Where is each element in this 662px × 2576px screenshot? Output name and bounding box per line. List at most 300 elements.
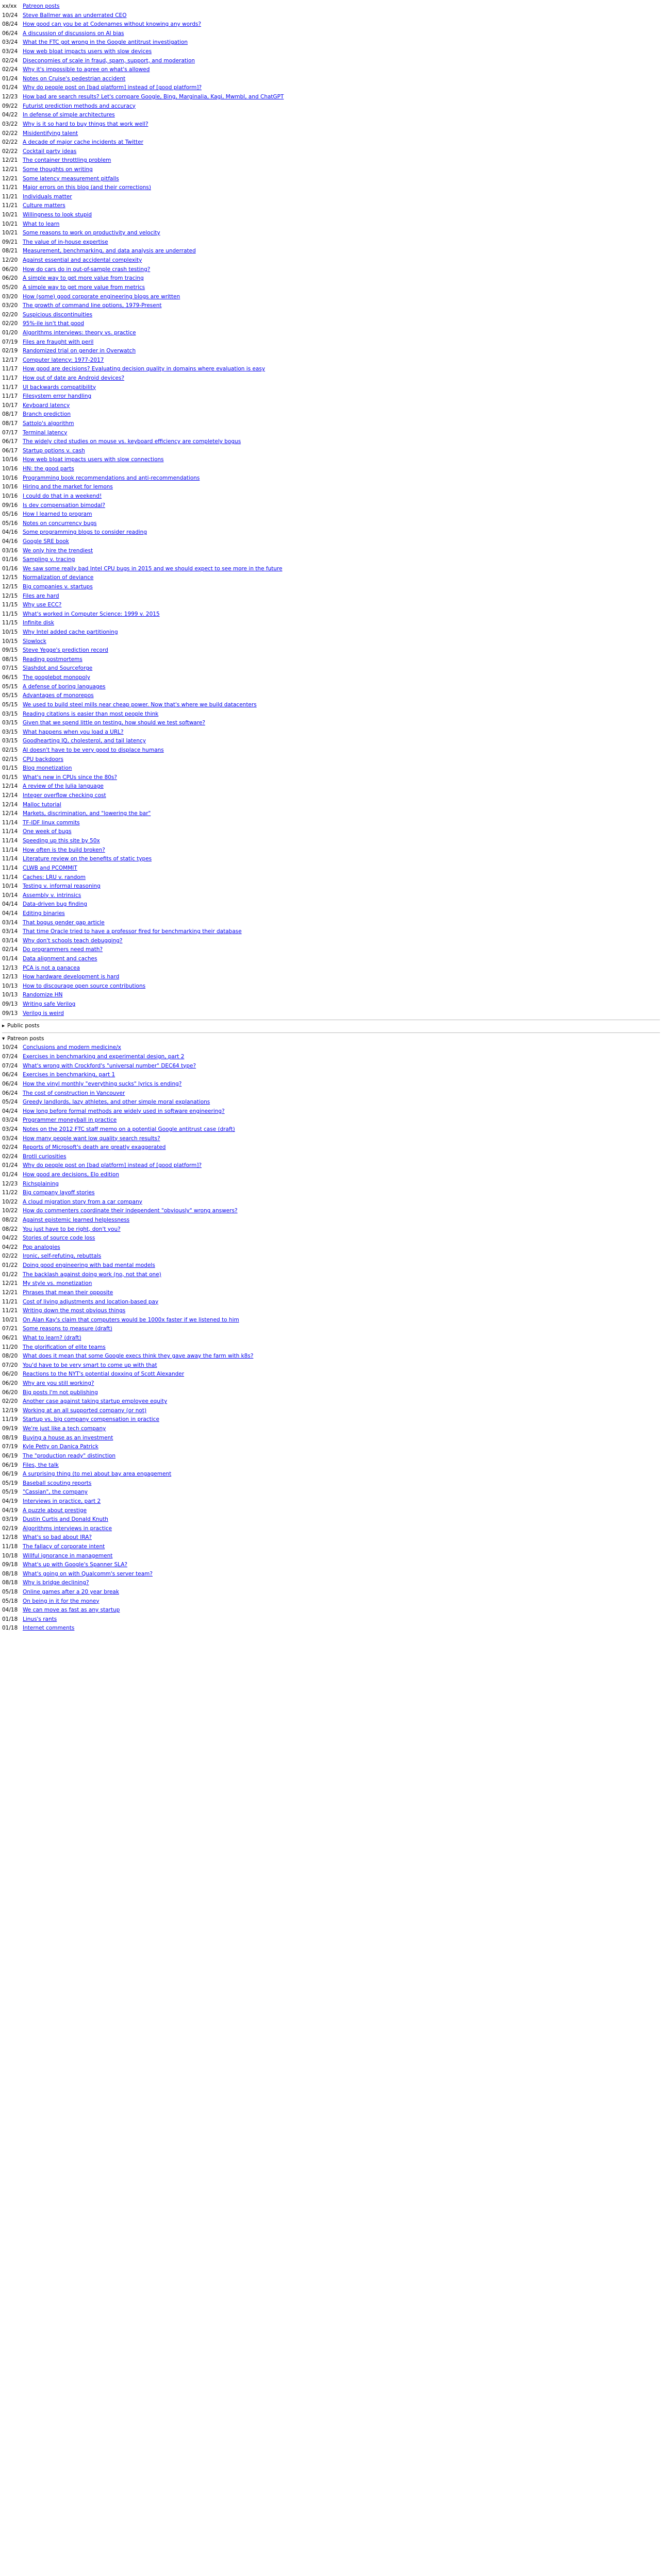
post-link[interactable]: Culture matters [23, 202, 65, 209]
post-link[interactable]: Reports of Microsoft's death are greatly exaggerated [23, 1144, 166, 1151]
post-link[interactable]: The growth of command line options, 1979-Present [23, 302, 162, 309]
post-date: 07/19 [2, 338, 18, 345]
post-link[interactable]: Sattolo's algorithm [23, 420, 74, 427]
list-item [2, 801, 660, 810]
post-link[interactable]: Algorithms interviews in practice [23, 1525, 112, 1532]
post-link[interactable]: I could do that in a weekend! [23, 493, 102, 499]
list-item [2, 1397, 660, 1406]
post-link[interactable]: Do programmers need math? [23, 946, 103, 953]
post-link[interactable]: On being in it for the money [23, 1598, 100, 1604]
list-item [2, 573, 660, 583]
post-date: 07/15 [2, 665, 18, 672]
post-link[interactable]: That bogus gender gap article [23, 919, 105, 926]
post-link[interactable]: How good are decisions, Elo edition [23, 1172, 119, 1178]
post-link[interactable]: Exercises in benchmarking, part 1 [23, 1072, 115, 1078]
post-date: 02/19 [2, 1525, 18, 1532]
post-link[interactable]: One week of bugs [23, 828, 72, 835]
post-link[interactable]: Ironic, self-refuting, rebuttals [23, 1253, 102, 1260]
post-link[interactable]: How many people want low quality search results? [23, 1135, 160, 1142]
post-date: 02/22 [2, 130, 18, 137]
post-link[interactable]: The "production ready" distinction [23, 1452, 116, 1459]
post-link[interactable]: You'd have to be very smart to come up with that [23, 1362, 157, 1368]
post-date: 03/16 [2, 547, 18, 554]
list-item [2, 1307, 660, 1316]
post-link[interactable]: Editing binaries [23, 910, 65, 917]
post-date: 03/15 [2, 738, 18, 744]
post-link[interactable]: CLWB and PCOMMIT [23, 865, 77, 871]
list-item [2, 927, 660, 937]
post-date: 11/15 [2, 602, 18, 608]
post-link[interactable]: Given that we spend little on testing, how should we test software? [23, 720, 205, 726]
post-link[interactable]: Speeding up this site by 50x [23, 838, 100, 844]
post-link[interactable]: TF-IDF linux commits [23, 819, 80, 826]
list-item [2, 583, 660, 592]
post-link[interactable]: Sampling v. tracing [23, 556, 75, 563]
post-date: 09/18 [2, 1562, 18, 1568]
post-link[interactable]: Willful ignorance in management [23, 1552, 113, 1559]
list-item [2, 1234, 660, 1243]
post-link[interactable]: Computer latency: 1977-2017 [23, 357, 104, 363]
post-link[interactable]: Buying a house as an investment [23, 1434, 113, 1441]
post-link[interactable]: Startup vs. big company compensation in practice [23, 1416, 159, 1423]
post-date: 10/18 [2, 1552, 18, 1559]
list-item [2, 1298, 660, 1307]
post-link[interactable]: Why is it so hard to buy things that work well? [23, 121, 148, 127]
list-item [2, 1189, 660, 1198]
list-item [2, 1543, 660, 1552]
list-item [2, 1089, 660, 1098]
post-link[interactable]: We saw some really bad Intel CPU bugs in 2015 and we should expect to see more in the future [23, 565, 283, 572]
list-item [2, 1624, 660, 1633]
list-item [2, 319, 660, 329]
post-link[interactable]: Phrases that mean their opposite [23, 1289, 113, 1296]
post-link[interactable]: How long before formal methods are widely used in software engineering? [23, 1108, 225, 1114]
post-link[interactable]: CPU backdoors [23, 756, 63, 762]
post-link[interactable]: What's new in CPUs since the 80s? [23, 774, 117, 781]
post-link[interactable]: Integer overflow checking cost [23, 792, 106, 799]
post-date: 10/14 [2, 883, 18, 890]
post-date: 03/14 [2, 919, 18, 926]
list-item [2, 1606, 660, 1615]
post-link[interactable]: We only hire the trendiest [23, 547, 93, 554]
post-link[interactable]: We used to build steel mills near cheap power. Now that's where we build datacenters [23, 701, 257, 708]
post-link[interactable]: Pop analogies [23, 1244, 60, 1250]
post-link[interactable]: The glorification of elite teams [23, 1344, 106, 1350]
post-link[interactable]: "Cassian", the company [23, 1489, 88, 1496]
post-link[interactable]: Against essential and accidental complexity [23, 257, 142, 264]
post-date: 05/24 [2, 1099, 18, 1106]
post-date: 12/21 [2, 1289, 18, 1296]
post-link[interactable]: How good can you be at Codenames without knowing any words? [23, 21, 202, 28]
list-item [2, 429, 660, 438]
post-link[interactable]: Big company layoff stories [23, 1190, 95, 1196]
post-link[interactable]: A surprising thing (to me) about bay area engagement [23, 1471, 172, 1478]
post-link[interactable]: Interviews in practice, part 2 [23, 1498, 101, 1504]
patreon-posts-toggle[interactable] [2, 1035, 660, 1044]
list-item [2, 782, 660, 791]
post-link[interactable]: How to discourage open source contributions [23, 982, 146, 989]
post-date: 06/20 [2, 275, 18, 282]
post-date: 11/14 [2, 856, 18, 862]
list-item [2, 855, 660, 864]
post-link[interactable]: A review of the Julia language [23, 783, 104, 790]
list-item [2, 1062, 660, 1071]
post-link[interactable]: Literature review on the benefits of static types [23, 856, 152, 862]
post-link[interactable]: What to learn [23, 221, 60, 227]
post-link[interactable]: What the FTC got wrong in the Google antitrust investigation [23, 39, 188, 46]
post-date: 12/21 [2, 166, 18, 173]
post-link[interactable]: Conclusions and modern medicine/x [23, 1044, 121, 1051]
post-link[interactable]: Why are you still working? [23, 1380, 94, 1387]
post-link[interactable]: Infinite disk [23, 620, 54, 626]
list-item [2, 1388, 660, 1398]
post-link[interactable]: Files are fraught with peril [23, 338, 94, 345]
post-link[interactable]: How do commenters coordinate their independent "obviously" wrong answers? [23, 1208, 238, 1214]
post-date: 12/23 [2, 1180, 18, 1187]
list-item [2, 1334, 660, 1343]
post-link[interactable]: A simple way to get more value from tracing [23, 275, 144, 282]
list-item [2, 619, 660, 628]
list-item [2, 1098, 660, 1107]
post-link[interactable]: Why do people post on [bad platform] instead of [good platform]? [23, 1162, 202, 1169]
post-link[interactable]: In defense of simple architectures [23, 112, 115, 118]
list-item [2, 610, 660, 619]
post-link[interactable]: Measurement, benchmarking, and data analysis are underrated [23, 248, 196, 255]
list-item [2, 773, 660, 783]
post-link[interactable]: Willingness to look stupid [23, 212, 92, 218]
post-link[interactable]: Some reasons to work on productivity and velocity [23, 230, 160, 236]
list-item [2, 791, 660, 801]
list-item [2, 274, 660, 283]
list-item [2, 347, 660, 356]
post-link[interactable]: Reactions to the NYT's potential doxxing of Scott Alexander [23, 1371, 185, 1378]
list-item [2, 1406, 660, 1416]
list-item [2, 283, 660, 293]
list-item [2, 846, 660, 855]
post-link[interactable]: Writing down the most obvious things [23, 1308, 126, 1314]
post-link[interactable]: HN: the good parts [23, 466, 74, 472]
post-date: 06/20 [2, 1380, 18, 1387]
list-item [2, 201, 660, 211]
post-link[interactable]: The widely cited studies on mouse vs. keyboard efficiency are completely bogus [23, 438, 241, 445]
post-link[interactable]: Stories of source code loss [23, 1235, 95, 1242]
post-link[interactable]: What happens when you load a URL? [23, 728, 124, 735]
post-link[interactable]: How often is the build broken? [23, 846, 105, 853]
post-link[interactable]: Against epistemic learned helplessness [23, 1217, 130, 1224]
post-date: 08/22 [2, 1226, 18, 1232]
post-link[interactable]: Slowlock [23, 638, 46, 645]
post-link[interactable]: That time Oracle tried to have a professor fired for benchmarking their database [23, 928, 242, 935]
post-link[interactable]: How web bloat impacts users with slow devices [23, 48, 152, 55]
post-link[interactable]: How out of date are Android devices? [23, 375, 125, 381]
post-link[interactable]: Some latency measurement pitfalls [23, 175, 119, 182]
post-link[interactable]: Is dev compensation bimodal? [23, 502, 105, 509]
post-date: 05/19 [2, 1480, 18, 1486]
post-date: 06/20 [2, 266, 18, 273]
patreon-post-list [2, 1043, 660, 1633]
post-date: 11/17 [2, 375, 18, 381]
list-item [2, 211, 660, 220]
post-link[interactable]: Cocktail party ideas [23, 148, 77, 155]
list-item [2, 964, 660, 973]
list-item [2, 664, 660, 673]
post-date: 03/22 [2, 121, 18, 127]
post-date: 11/15 [2, 611, 18, 617]
post-link[interactable]: Richsplaining [23, 1180, 59, 1187]
public-posts-toggle-label: Public posts [7, 1023, 40, 1029]
post-date: 01/14 [2, 955, 18, 962]
post-date: 10/16 [2, 466, 18, 472]
post-link[interactable]: Internet comments [23, 1625, 75, 1632]
post-link[interactable]: Why use ECC? [23, 602, 62, 608]
post-link[interactable]: Google SRE book [23, 538, 69, 545]
post-link[interactable]: Randomized trial on gender in Overwatch [23, 348, 136, 354]
post-date: 12/21 [2, 175, 18, 182]
list-item [2, 483, 660, 492]
post-date: 10/13 [2, 992, 18, 998]
list-item [2, 864, 660, 873]
post-link[interactable]: Working at an all supported company (or not) [23, 1407, 147, 1414]
post-link[interactable]: Notes on the 2012 FTC staff memo on a potential Google antitrust case (draft) [23, 1126, 235, 1132]
post-link[interactable]: AI doesn't have to be very good to displace humans [23, 747, 164, 753]
post-link[interactable]: Terminal latency [23, 429, 68, 436]
post-link[interactable]: My style vs. monetization [23, 1280, 92, 1287]
post-link[interactable]: Major errors on this blog (and their corrections) [23, 184, 151, 191]
post-link[interactable]: How good are decisions? Evaluating decision quality in domains where evaluation is easy [23, 366, 266, 372]
list-item [2, 1143, 660, 1153]
post-link[interactable]: How I learned to program [23, 511, 92, 518]
post-link[interactable]: How bad are search results? Let's compare Google, Bing, Marginalia, Kagi, Mwmbl, and ChatGPT [23, 94, 284, 100]
post-link[interactable]: UI backwards compatibility [23, 384, 96, 391]
post-link[interactable]: Steve Ballmer was an underrated CEO [23, 12, 127, 19]
post-date: 09/13 [2, 1010, 18, 1016]
post-link[interactable]: Testing v. informal reasoning [23, 883, 101, 890]
list-item [2, 1000, 660, 1009]
post-date: 11/14 [2, 838, 18, 844]
post-link[interactable]: Assembly v. intrinsics [23, 892, 81, 899]
post-link[interactable]: A decade of major cache incidents at Twitter [23, 139, 143, 146]
post-link[interactable]: Startup options v. cash [23, 447, 85, 454]
list-item [2, 1515, 660, 1524]
post-link[interactable]: The backlash against doing work (no, not that one) [23, 1271, 161, 1278]
post-link[interactable]: The container throttling problem [23, 157, 111, 164]
post-link[interactable]: Big posts I'm not publishing [23, 1389, 98, 1396]
post-link[interactable]: How (some) good corporate engineering blogs are written [23, 293, 180, 300]
list-item [2, 301, 660, 311]
post-link[interactable]: What's up with Google's Spanner SLA? [23, 1562, 127, 1568]
post-link[interactable]: A discussion of discussions on AI bias [23, 30, 124, 37]
post-link[interactable]: Baseball scouting reports [23, 1480, 92, 1486]
post-link[interactable]: What to learn? (draft) [23, 1334, 81, 1341]
list-item [2, 592, 660, 601]
post-link[interactable]: PCA is not a panacea [23, 964, 80, 971]
post-link[interactable]: The cost of construction in Vancouver [23, 1090, 125, 1096]
list-item [2, 719, 660, 728]
list-item [2, 982, 660, 991]
post-link[interactable]: How hardware development is hard [23, 974, 120, 980]
list-item [2, 329, 660, 338]
post-link[interactable]: What's wrong with Crockford's "universal number" DEC64 type? [23, 1062, 196, 1069]
list-item [2, 11, 660, 21]
post-link[interactable]: Writing safe Verilog [23, 1001, 76, 1008]
list-item [2, 57, 660, 66]
post-link[interactable]: We're just like a tech company [23, 1426, 106, 1432]
post-date: 06/17 [2, 447, 18, 454]
post-link[interactable]: What's so bad about IRA? [23, 1534, 92, 1541]
list-item [2, 120, 660, 129]
list-item [2, 1153, 660, 1162]
public-posts-toggle[interactable] [2, 1022, 660, 1031]
post-link[interactable]: Files are hard [23, 592, 59, 599]
post-link[interactable]: Caches: LRU v. random [23, 874, 86, 880]
post-date: 12/20 [2, 257, 18, 264]
post-link[interactable]: You just have to be right, don't you? [23, 1226, 121, 1232]
post-link[interactable]: Doing good engineering with bad mental models [23, 1262, 155, 1269]
post-link[interactable]: We can move as fast as any startup [23, 1607, 120, 1614]
post-link[interactable]: Hiring and the market for lemons [23, 484, 113, 490]
post-link[interactable]: Notes on concurrency bugs [23, 520, 97, 527]
post-link[interactable]: Misidentifying talent [23, 130, 78, 137]
post-link[interactable]: Goodhearting IQ, cholesterol, and tail latency [23, 738, 146, 744]
post-link[interactable]: Notes on Cruise's pedestrian accident [23, 75, 126, 82]
post-link[interactable]: A puzzle about prestige [23, 1507, 87, 1514]
post-link[interactable]: The fallacy of corporate intent [23, 1543, 105, 1550]
list-item [2, 900, 660, 909]
post-link[interactable]: Blog monetization [23, 765, 72, 772]
list-item [2, 474, 660, 483]
post-link[interactable]: The googlebot monopoly [23, 674, 90, 681]
post-link[interactable]: Programmer moneyball in practice [23, 1117, 117, 1124]
list-item [2, 1552, 660, 1561]
post-link[interactable]: On Alan Kay's claim that computers would be 1000x faster if we listened to him [23, 1316, 239, 1323]
post-link[interactable]: Malloc tutorial [23, 801, 61, 808]
post-link[interactable]: A defense of boring languages [23, 683, 106, 690]
list-item [2, 510, 660, 519]
post-link[interactable]: Reading postmortems [23, 656, 82, 663]
list-item [2, 646, 660, 655]
post-date: 08/17 [2, 411, 18, 418]
post-date: 04/24 [2, 1108, 18, 1114]
post-date: 06/24 [2, 1072, 18, 1078]
post-link[interactable]: Greedy landlords, lazy athletes, and other simple moral explanations [23, 1099, 210, 1106]
post-date: 10/15 [2, 638, 18, 645]
post-date: 03/24 [2, 1135, 18, 1142]
list-item [2, 1289, 660, 1298]
post-link[interactable]: How do cars do in out-of-sample crash testing? [23, 266, 151, 273]
post-link[interactable]: Some thoughts on writing [23, 166, 93, 173]
post-link[interactable]: 95%-ile isn't that good [23, 320, 84, 327]
post-date: 12/14 [2, 810, 18, 817]
post-link[interactable]: Keyboard latency [23, 402, 70, 409]
patreon-posts-link[interactable]: Patreon posts [23, 3, 60, 9]
list-item [2, 1370, 660, 1379]
post-link[interactable]: Slashdot and Sourceforge [23, 665, 93, 672]
post-link[interactable]: The value of in-house expertise [23, 239, 108, 245]
post-date: 12/13 [2, 964, 18, 971]
post-link[interactable]: Why Intel added cache partitioning [23, 629, 118, 636]
list-item [2, 1180, 660, 1189]
post-link[interactable]: Algorithms interviews: theory vs. practice [23, 329, 136, 336]
list-item [2, 755, 660, 765]
list-item [2, 93, 660, 102]
post-link[interactable]: Verilog is weird [23, 1010, 64, 1016]
post-link[interactable]: Filesystem error handling [23, 393, 92, 400]
post-date: 01/18 [2, 1616, 18, 1622]
list-item [2, 1561, 660, 1570]
post-link[interactable]: Why it's impossible to agree on what's allowed [23, 66, 150, 73]
post-link[interactable]: Advantages of monorepos [23, 692, 94, 699]
post-date: 04/18 [2, 1607, 18, 1614]
post-link[interactable]: Programming book recommendations and anti-recommendations [23, 474, 200, 481]
post-link[interactable]: Futurist prediction methods and accuracy [23, 103, 136, 109]
post-link[interactable]: Suspicious discontinuities [23, 311, 93, 318]
post-link[interactable]: Why is bridge declining? [23, 1580, 89, 1586]
list-item [2, 156, 660, 165]
post-date: 02/20 [2, 1398, 18, 1405]
post-link[interactable]: What does it mean that some Google execs think they gave away the farm with k8s? [23, 1353, 254, 1360]
list-item [2, 945, 660, 955]
list-item [2, 1524, 660, 1534]
post-link[interactable]: Markets, discrimination, and "lowering the bar" [23, 810, 151, 817]
post-link[interactable]: A cloud migration story from a car company [23, 1198, 142, 1205]
post-link[interactable]: Some programming blogs to consider reading [23, 529, 147, 536]
post-link[interactable]: Data alignment and caches [23, 955, 97, 962]
post-link[interactable]: Why do people post on [bad platform] instead of [good platform]? [23, 84, 202, 91]
post-link[interactable]: Cost of living adjustments and location-based pay [23, 1298, 159, 1305]
post-link[interactable]: What's going on with Qualcomm's server team? [23, 1570, 153, 1577]
list-item [2, 220, 660, 229]
post-date: 01/16 [2, 556, 18, 563]
post-date: 12/13 [2, 974, 18, 980]
post-link[interactable]: Individuals matter [23, 193, 72, 200]
list-item [2, 1125, 660, 1134]
post-link[interactable]: A simple way to get more value from metrics [23, 284, 145, 291]
post-link[interactable]: Normalization of deviance [23, 574, 94, 581]
post-link[interactable]: Big companies v. startups [23, 584, 93, 590]
list-item [2, 138, 660, 147]
post-link[interactable]: Exercises in benchmarking and experimental design, part 2 [23, 1054, 185, 1060]
list-item [2, 955, 660, 964]
post-date: 05/18 [2, 1589, 18, 1596]
post-link[interactable]: How the vinyl monthly "everything sucks" lyrics is ending? [23, 1080, 182, 1087]
list-item [2, 1461, 660, 1470]
post-link[interactable]: What's worked in Computer Science: 1999 v. 2015 [23, 611, 160, 617]
post-link[interactable]: Randomize HN [23, 992, 63, 998]
post-link[interactable]: Steve Yegge's prediction record [23, 647, 108, 654]
post-link[interactable]: Dustin Curtis and Donald Knuth [23, 1516, 108, 1523]
post-date: 11/14 [2, 874, 18, 880]
list-item [2, 356, 660, 365]
post-date: 10/14 [2, 892, 18, 899]
post-link[interactable]: Online games after a 20 year break [23, 1589, 119, 1596]
list-item [2, 1252, 660, 1261]
list-item [2, 1270, 660, 1280]
post-link[interactable]: Brotli curiosities [23, 1153, 67, 1160]
post-link[interactable]: Data-driven bug finding [23, 901, 87, 908]
post-link[interactable]: Branch prediction [23, 411, 71, 418]
post-link[interactable]: How web bloat impacts users with slow connections [23, 456, 164, 463]
post-link[interactable]: Reading citations is easier than most people think [23, 710, 159, 717]
post-link[interactable]: Some reasons to measure (draft) [23, 1326, 112, 1332]
post-link[interactable]: Files, the talk [23, 1462, 59, 1468]
post-link[interactable]: Diseconomies of scale in fraud, spam, support, and moderation [23, 57, 195, 64]
list-item [2, 655, 660, 665]
post-link[interactable]: Kyle Petty on Danica Patrick [23, 1444, 98, 1450]
post-link[interactable]: Linus's rants [23, 1616, 57, 1622]
post-date: 06/24 [2, 30, 18, 37]
post-link[interactable]: Another case against taking startup employee equity [23, 1398, 168, 1405]
post-link[interactable]: Why don't schools teach debugging? [23, 937, 123, 944]
